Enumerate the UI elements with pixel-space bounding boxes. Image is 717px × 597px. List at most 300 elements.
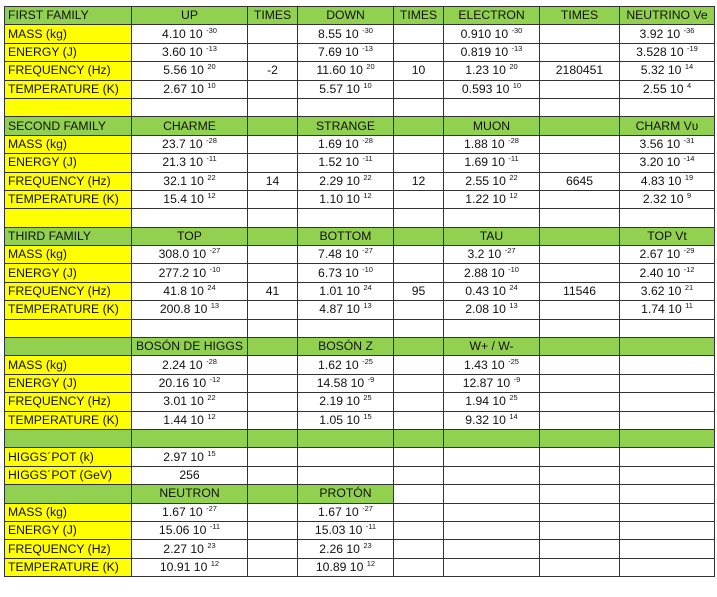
- value-mantissa: 1.10 10: [319, 192, 360, 207]
- data-row: [5, 80, 715, 98]
- value-exponent: 11: [685, 301, 693, 311]
- value-cell: [298, 264, 394, 282]
- value-cell: [444, 301, 540, 319]
- value-exponent: 12: [207, 411, 216, 421]
- empty-cell: [394, 521, 444, 539]
- value-mantissa: 20.16 10: [158, 376, 207, 390]
- empty-cell: [394, 540, 444, 558]
- value-cell: [132, 172, 248, 190]
- value-cell: [444, 80, 540, 98]
- value-cell: [132, 356, 248, 374]
- value-mantissa: 0.593 10: [461, 81, 510, 96]
- empty-cell: [620, 319, 715, 337]
- value-exponent: 24: [207, 283, 216, 293]
- empty-cell: [248, 135, 298, 153]
- empty-cell: [620, 429, 715, 447]
- value-cell: [298, 154, 394, 172]
- value-mantissa: 1.52 10: [318, 155, 359, 170]
- value-mantissa: 2.55 10: [465, 173, 506, 188]
- value-exponent: 22: [509, 172, 518, 182]
- value-mantissa: 1.67 10: [162, 504, 203, 519]
- value-cell: [298, 135, 394, 153]
- empty-cell: [248, 301, 298, 319]
- value-cell: [620, 154, 715, 172]
- value-exponent: -36: [683, 25, 695, 35]
- empty-cell: [248, 264, 298, 282]
- family-title: THIRD FAMILY: [5, 227, 132, 245]
- empty-cell: [248, 429, 298, 447]
- value-exponent: -29: [683, 246, 695, 256]
- value-exponent: 14: [509, 411, 518, 421]
- empty-cell: [620, 393, 715, 411]
- empty-cell: [540, 190, 620, 208]
- value-mantissa: 2.55 10: [642, 81, 684, 96]
- empty-cell: [298, 448, 394, 466]
- value-mantissa: 308.0 10: [158, 247, 207, 262]
- data-row: [5, 190, 715, 208]
- value-cell: [444, 154, 540, 172]
- value-mantissa: 2.27 10: [163, 541, 204, 556]
- empty-cell: [444, 429, 540, 447]
- empty-cell: [394, 25, 444, 43]
- empty-cell: [394, 393, 444, 411]
- value-exponent: 9: [686, 191, 692, 201]
- value-cell: [444, 374, 540, 392]
- row-label: ENERGY (J): [5, 521, 132, 539]
- value-mantissa: 2.29 10: [319, 173, 360, 188]
- value-cell: [298, 411, 394, 429]
- empty-cell: [5, 338, 132, 356]
- value-mantissa: 5.56 10: [163, 63, 204, 78]
- value-mantissa: 4.10 10: [162, 26, 203, 41]
- empty-cell: [248, 80, 298, 98]
- empty-cell: [540, 521, 620, 539]
- empty-cell: [394, 80, 444, 98]
- value-mantissa: 23.7 10: [162, 136, 203, 151]
- value-mantissa: 1.67 10: [318, 504, 359, 519]
- empty-cell: [132, 319, 248, 337]
- value-cell: [298, 62, 394, 80]
- value-mantissa: 3.56 10: [639, 136, 681, 151]
- value-exponent: 22: [207, 393, 216, 403]
- value-exponent: -10: [362, 264, 373, 274]
- empty-cell: [620, 503, 715, 521]
- value-mantissa: 1.69 10: [318, 136, 359, 151]
- value-exponent: -12: [209, 375, 221, 384]
- higgs-pot-k-row: [5, 448, 715, 466]
- empty-cell: [394, 117, 444, 135]
- empty-cell: [394, 264, 444, 282]
- value-mantissa: 1.01 10: [319, 284, 360, 299]
- empty-cell: [540, 25, 620, 43]
- column-header: PROTÓN: [298, 485, 394, 503]
- value-exponent: -31: [683, 135, 695, 145]
- value-cell: [132, 301, 248, 319]
- data-row: [5, 62, 715, 80]
- value-cell: [132, 503, 248, 521]
- empty-cell: [248, 43, 298, 61]
- value-mantissa: 41.8 10: [163, 284, 204, 299]
- value-exponent: 22: [207, 172, 216, 182]
- empty-cell: [444, 209, 540, 227]
- value-cell: [620, 62, 715, 80]
- family-header-row: [5, 117, 715, 135]
- empty-cell: [540, 117, 620, 135]
- value-mantissa: 15.4 10: [163, 192, 204, 207]
- particle-data-table: [4, 6, 715, 577]
- empty-cell: [248, 338, 298, 356]
- empty-cell: [248, 411, 298, 429]
- empty-cell: [298, 209, 394, 227]
- value-cell: [444, 393, 540, 411]
- value-mantissa: 2.97 10: [163, 449, 204, 464]
- value-cell: [620, 301, 715, 319]
- value-cell: [132, 264, 248, 282]
- value-exponent: -30: [511, 25, 523, 35]
- empty-cell: [248, 227, 298, 245]
- empty-cell: [540, 135, 620, 153]
- value-mantissa: 1.88 10: [464, 136, 505, 151]
- value-cell: [298, 356, 394, 374]
- empty-cell: [394, 503, 444, 521]
- value-exponent: -27: [362, 503, 373, 513]
- empty-cell: [394, 466, 444, 484]
- row-label: TEMPERATURE (K): [5, 80, 132, 98]
- empty-cell: [444, 503, 540, 521]
- value-cell: [444, 246, 540, 264]
- green-spacer-row: [5, 429, 715, 447]
- column-header: TAU: [444, 227, 540, 245]
- empty-cell: [248, 190, 298, 208]
- value-cell: [444, 172, 540, 190]
- value-cell: [620, 25, 715, 43]
- value-exponent: -13: [206, 43, 217, 53]
- empty-cell: [620, 466, 715, 484]
- value-exponent: 13: [210, 301, 220, 311]
- value-cell: [132, 411, 248, 429]
- empty-cell: [394, 356, 444, 374]
- value-cell: [298, 301, 394, 319]
- data-row: [5, 521, 715, 539]
- empty-cell: [620, 356, 715, 374]
- row-label: FREQUENCY (Hz): [5, 540, 132, 558]
- value-cell: [298, 43, 394, 61]
- row-label: FREQUENCY (Hz): [5, 172, 132, 190]
- value-exponent: -10: [508, 264, 519, 274]
- value-exponent: 19: [684, 172, 694, 182]
- value-exponent: -28: [206, 356, 217, 366]
- empty-cell: [298, 319, 394, 337]
- data-row: [5, 356, 715, 374]
- value-cell: [444, 356, 540, 374]
- value-cell: [298, 393, 394, 411]
- column-header: ELECTRON: [444, 7, 540, 25]
- row-label: TEMPERATURE (K): [5, 301, 132, 319]
- value-cell: [298, 246, 394, 264]
- empty-cell: [248, 117, 298, 135]
- empty-cell: [540, 246, 620, 264]
- empty-cell: [540, 374, 620, 392]
- times-value: 11546: [540, 282, 620, 300]
- row-label: MASS (kg): [5, 25, 132, 43]
- value-mantissa: 1.23 10: [465, 63, 506, 78]
- bosons-header-row: [5, 338, 715, 356]
- spacer-row: [5, 209, 715, 227]
- empty-cell: [540, 319, 620, 337]
- row-label: MASS (kg): [5, 135, 132, 153]
- spacer-row: [5, 98, 715, 116]
- value-mantissa: 10.89 10: [315, 559, 364, 574]
- value-mantissa: 2.32 10: [642, 192, 684, 207]
- value-exponent: 13: [509, 301, 518, 311]
- value-exponent: -25: [508, 356, 519, 366]
- empty-cell: [5, 319, 132, 337]
- value-mantissa: 2.19 10: [319, 394, 360, 409]
- value-exponent: -9: [367, 375, 375, 384]
- empty-cell: [540, 503, 620, 521]
- value-exponent: 12: [210, 558, 220, 568]
- value-exponent: 4: [686, 80, 692, 90]
- empty-cell: [248, 448, 298, 466]
- value-mantissa: 2.24 10: [162, 357, 203, 372]
- value-cell: [132, 558, 248, 576]
- value-cell: [444, 190, 540, 208]
- empty-cell: [132, 429, 248, 447]
- empty-cell: [620, 411, 715, 429]
- row-label: ENERGY (J): [5, 374, 132, 392]
- empty-cell: [620, 540, 715, 558]
- row-label: ENERGY (J): [5, 264, 132, 282]
- value-cell: [298, 190, 394, 208]
- value-exponent: -28: [206, 135, 217, 145]
- value-exponent: 12: [509, 191, 518, 201]
- column-header: BOSÓN DE HIGGS: [132, 338, 248, 356]
- family-title: SECOND FAMILY: [5, 117, 132, 135]
- data-row: [5, 135, 715, 153]
- value-cell: [620, 172, 715, 190]
- family-header-row: [5, 227, 715, 245]
- empty-cell: [248, 503, 298, 521]
- value-mantissa: 11.60 10: [316, 63, 363, 78]
- empty-cell: [444, 319, 540, 337]
- value-exponent: -28: [508, 135, 519, 145]
- value-mantissa: 1.74 10: [641, 302, 682, 317]
- empty-cell: [620, 521, 715, 539]
- value-cell: [620, 282, 715, 300]
- value-mantissa: 2.67 10: [639, 247, 681, 262]
- value-exponent: 25: [363, 393, 372, 403]
- empty-cell: [5, 209, 132, 227]
- empty-cell: [5, 98, 132, 116]
- empty-cell: [248, 98, 298, 116]
- empty-cell: [394, 190, 444, 208]
- value-cell: [444, 62, 540, 80]
- empty-cell: [394, 301, 444, 319]
- empty-cell: [394, 448, 444, 466]
- column-header: W+ / W-: [444, 338, 540, 356]
- value-mantissa: 2.26 10: [319, 541, 360, 556]
- empty-cell: [248, 319, 298, 337]
- value-mantissa: 3.2 10: [467, 247, 502, 262]
- value-exponent: 20: [207, 62, 216, 72]
- value-mantissa: 0.819 10: [460, 44, 509, 59]
- empty-cell: [620, 374, 715, 392]
- column-header: NEUTRON: [132, 485, 248, 503]
- empty-cell: [444, 485, 540, 503]
- empty-cell: [540, 411, 620, 429]
- value-cell: 256: [132, 466, 248, 484]
- value-cell: [620, 43, 715, 61]
- empty-cell: [540, 338, 620, 356]
- column-header: MUON: [444, 117, 540, 135]
- value-cell: [620, 80, 715, 98]
- empty-cell: [394, 98, 444, 116]
- empty-cell: [394, 338, 444, 356]
- empty-cell: [394, 429, 444, 447]
- empty-cell: [540, 301, 620, 319]
- data-row: [5, 558, 715, 576]
- value-exponent: -14: [683, 154, 695, 164]
- value-exponent: 20: [366, 62, 375, 72]
- value-exponent: 12: [207, 191, 216, 201]
- value-mantissa: 15.06 10: [158, 523, 207, 538]
- empty-cell: [298, 429, 394, 447]
- value-mantissa: 5.32 10: [640, 63, 682, 78]
- empty-cell: [620, 209, 715, 227]
- row-label: MASS (kg): [5, 356, 132, 374]
- value-mantissa: 1.43 10: [464, 357, 505, 372]
- empty-cell: [540, 558, 620, 576]
- value-cell: [132, 25, 248, 43]
- family-header-row: [5, 7, 715, 25]
- data-row: [5, 540, 715, 558]
- row-label: ENERGY (J): [5, 154, 132, 172]
- value-exponent: 25: [509, 393, 518, 403]
- data-row: [5, 264, 715, 282]
- empty-cell: [132, 98, 248, 116]
- value-mantissa: 2.88 10: [464, 265, 505, 280]
- times-header: TIMES: [248, 7, 298, 25]
- value-exponent: -30: [206, 25, 217, 35]
- value-cell: [298, 80, 394, 98]
- value-exponent: -11: [206, 154, 217, 164]
- family-title: FIRST FAMILY: [5, 7, 132, 25]
- value-cell: [620, 135, 715, 153]
- empty-cell: [540, 98, 620, 116]
- value-mantissa: 6.73 10: [318, 265, 359, 280]
- value-exponent: 23: [363, 540, 372, 550]
- times-header: TIMES: [540, 7, 620, 25]
- column-header: NEUTRINO Ve: [620, 7, 715, 25]
- value-cell: [132, 43, 248, 61]
- row-label: TEMPERATURE (K): [5, 190, 132, 208]
- empty-cell: [394, 319, 444, 337]
- empty-cell: [248, 485, 298, 503]
- value-mantissa: 0.43 10: [465, 284, 506, 299]
- value-mantissa: 0.910 10: [460, 26, 509, 41]
- empty-cell: [394, 558, 444, 576]
- spacer-row: [5, 319, 715, 337]
- value-exponent: 10: [207, 80, 216, 90]
- row-label: FREQUENCY (Hz): [5, 393, 132, 411]
- value-mantissa: 14.58 10: [316, 376, 365, 390]
- value-mantissa: 3.01 10: [163, 394, 204, 409]
- value-mantissa: 4.83 10: [640, 173, 682, 188]
- empty-cell: [620, 338, 715, 356]
- value-cell: [444, 411, 540, 429]
- value-cell: [620, 190, 715, 208]
- empty-cell: [620, 485, 715, 503]
- column-header: DOWN: [298, 7, 394, 25]
- value-exponent: -11: [508, 154, 519, 164]
- value-exponent: -27: [362, 246, 373, 256]
- value-mantissa: 200.8 10: [159, 302, 208, 317]
- value-exponent: -19: [687, 43, 698, 53]
- value-cell: [444, 43, 540, 61]
- value-exponent: -27: [209, 246, 221, 256]
- value-exponent: 14: [684, 62, 694, 72]
- empty-cell: [394, 485, 444, 503]
- row-label: MASS (kg): [5, 503, 132, 521]
- empty-cell: [444, 521, 540, 539]
- empty-cell: [248, 393, 298, 411]
- value-exponent: 15: [207, 448, 216, 458]
- empty-cell: [620, 98, 715, 116]
- value-mantissa: 5.57 10: [319, 81, 360, 96]
- times-value: 6645: [540, 172, 620, 190]
- value-cell: [132, 540, 248, 558]
- empty-cell: [248, 356, 298, 374]
- empty-cell: [394, 135, 444, 153]
- empty-cell: [444, 540, 540, 558]
- value-mantissa: 15.03 10: [314, 523, 363, 538]
- times-value: 2180451: [540, 62, 620, 80]
- times-value: 14: [248, 172, 298, 190]
- data-row: [5, 282, 715, 300]
- value-mantissa: 2.40 10: [639, 265, 681, 280]
- value-cell: [298, 282, 394, 300]
- empty-cell: [540, 227, 620, 245]
- empty-cell: [248, 558, 298, 576]
- value-mantissa: 2.08 10: [465, 302, 506, 317]
- value-cell: [132, 521, 248, 539]
- value-mantissa: 12.87 10: [462, 376, 511, 390]
- data-row: [5, 374, 715, 392]
- empty-cell: [540, 264, 620, 282]
- value-exponent: -12: [683, 264, 695, 274]
- value-cell: [444, 282, 540, 300]
- empty-cell: [394, 154, 444, 172]
- value-exponent: 20: [509, 62, 518, 72]
- value-exponent: 23: [207, 540, 216, 550]
- value-cell: [620, 246, 715, 264]
- data-row: [5, 301, 715, 319]
- empty-cell: [540, 209, 620, 227]
- value-cell: [298, 25, 394, 43]
- empty-cell: [540, 80, 620, 98]
- value-mantissa: 4.87 10: [319, 302, 360, 317]
- value-cell: [132, 282, 248, 300]
- value-cell: [132, 190, 248, 208]
- empty-cell: [540, 466, 620, 484]
- empty-cell: [620, 558, 715, 576]
- empty-cell: [394, 374, 444, 392]
- value-cell: [298, 558, 394, 576]
- row-label: ENERGY (J): [5, 43, 132, 61]
- empty-cell: [394, 43, 444, 61]
- value-exponent: -11: [365, 522, 377, 532]
- empty-cell: [394, 209, 444, 227]
